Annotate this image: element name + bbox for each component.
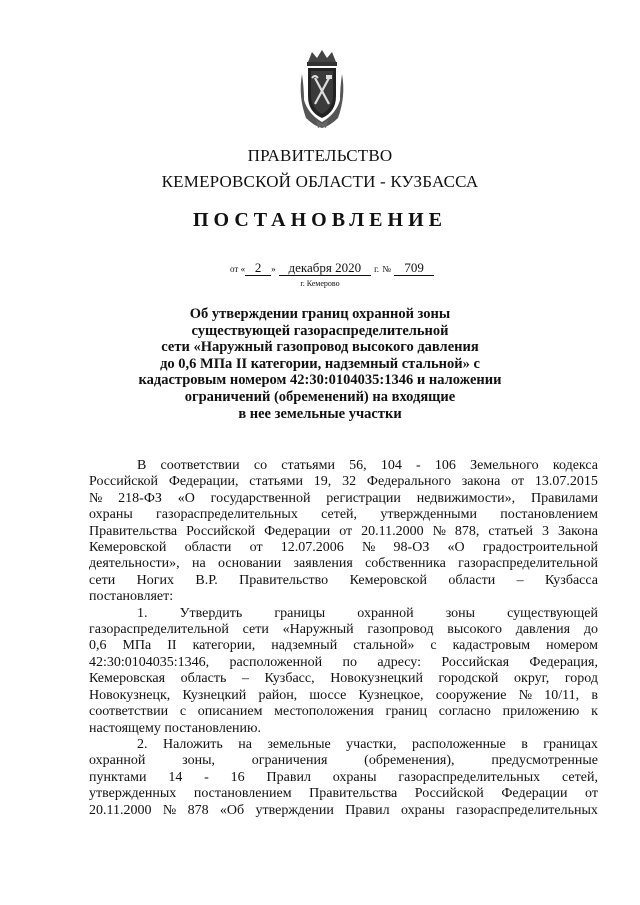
- body-word: соответствии: [160, 458, 240, 473]
- body-word: 19,: [313, 474, 332, 490]
- document-type-title: ПОСТАНОВЛЕНИЕ: [193, 209, 447, 231]
- body-word: №: [518, 687, 533, 703]
- body-line: [89, 589, 598, 605]
- body-word: статьями: [281, 458, 335, 473]
- body-word: давления: [515, 622, 571, 638]
- body-word: в: [521, 736, 528, 752]
- body-word: Федерации: [501, 786, 568, 802]
- body-word: -: [204, 769, 209, 785]
- body-word: номером: [546, 638, 598, 654]
- body-word: 20.11.2000: [89, 802, 152, 818]
- body-word: газораспределительной: [89, 622, 229, 638]
- body-word: 106: [434, 458, 456, 473]
- body-word: округ,: [514, 671, 550, 687]
- date-prefix: от «: [230, 264, 246, 274]
- heading-line: сети «Наружный газопровод высокого давления: [161, 339, 479, 356]
- body-word: «Об: [219, 802, 245, 818]
- body-word: Федерации: [264, 523, 331, 539]
- body-word: газораспределительной: [458, 556, 598, 572]
- body-line: [89, 622, 598, 638]
- body-word: Новокузнецкий: [330, 671, 423, 687]
- body-word: 14: [168, 769, 183, 785]
- body-word: Правительство: [239, 572, 329, 588]
- body-word: государственной: [210, 490, 311, 506]
- body-line: [89, 474, 598, 490]
- body-word: Земельного: [470, 458, 539, 473]
- body-word: приложению: [502, 704, 580, 720]
- body-word: охранной: [89, 753, 146, 769]
- body-word: 1.: [137, 605, 148, 621]
- body-word: Кузнецкое,: [358, 687, 424, 703]
- body-word: 0,6: [89, 638, 107, 654]
- body-word: 42:30:0104035:1346,: [89, 654, 210, 670]
- body-line: [89, 540, 598, 556]
- coat-of-arms-icon: [296, 48, 348, 130]
- body-word: Кемеровская: [89, 671, 166, 687]
- body-line: [89, 671, 598, 687]
- date-day: 2: [245, 261, 271, 276]
- body-word: газопровод: [367, 622, 434, 638]
- body-word: 98-ОЗ: [393, 540, 430, 556]
- body-word: Федерации,: [168, 474, 239, 490]
- body-word: Российская: [441, 654, 510, 670]
- body-word: сетей,: [321, 507, 358, 523]
- body-word: Правительства: [309, 786, 398, 802]
- body-word: охранной: [357, 605, 414, 621]
- body-word: «О: [447, 540, 465, 556]
- body-word: адресу:: [377, 654, 421, 670]
- heading-line: до 0,6 МПа II категории, надземный стальной» с: [160, 355, 480, 372]
- body-word: Правилами: [531, 490, 598, 506]
- body-line: [89, 556, 598, 572]
- body-word: пунктами: [89, 769, 147, 785]
- body-line: [89, 753, 598, 769]
- body-word: 3: [541, 523, 549, 539]
- body-word: «О: [177, 490, 195, 506]
- body-line: [89, 688, 598, 704]
- body-word: утвержденных: [89, 786, 177, 802]
- body-word: МПа: [122, 638, 152, 654]
- body-word: 20.11.2000: [361, 523, 424, 539]
- body-word: в: [591, 687, 598, 703]
- body-line: [89, 786, 598, 802]
- body-word: ограничения: [251, 753, 328, 769]
- body-word: области: [448, 572, 496, 588]
- body-word: В: [137, 458, 147, 473]
- body-word: Кемеровской: [349, 572, 427, 588]
- body-word: Российской: [186, 523, 256, 539]
- body-word: Утвердить: [179, 605, 243, 621]
- body-word: закона: [461, 474, 501, 490]
- body-word: №: [89, 490, 103, 506]
- body-word: границ: [385, 704, 427, 720]
- body-word: II: [167, 638, 177, 654]
- body-word: 16: [230, 769, 245, 785]
- body-word: В.Р.: [195, 572, 218, 588]
- body-word: Правил: [345, 802, 390, 818]
- body-line: [89, 638, 598, 654]
- document-body: [89, 458, 598, 819]
- body-word: земельные: [267, 736, 331, 752]
- body-word: зоны,: [182, 753, 215, 769]
- body-word: предусмотренные: [491, 753, 598, 769]
- body-word: от: [339, 523, 353, 539]
- body-word: статьей: [488, 523, 533, 539]
- body-word: местоположения: [274, 704, 374, 720]
- body-word: –: [241, 671, 249, 687]
- body-word: Кузнецкий: [182, 687, 247, 703]
- body-word: постановляет:: [89, 589, 174, 605]
- body-word: стальной»: [353, 638, 415, 654]
- body-word: категории,: [192, 638, 256, 654]
- body-word: участки,: [346, 736, 397, 752]
- body-word: высокого: [447, 622, 502, 638]
- date-g: г.: [374, 264, 380, 274]
- body-word: 12.07.2006: [280, 540, 344, 556]
- body-line: [89, 721, 598, 737]
- body-word: город: [564, 671, 598, 687]
- body-word: области: [184, 540, 232, 556]
- body-word: 218-ФЗ: [118, 490, 162, 506]
- body-word: -: [416, 458, 421, 473]
- body-word: газораспределительных: [156, 507, 298, 523]
- body-line: [89, 524, 598, 540]
- government-title-line2: КЕМЕРОВСКОЙ ОБЛАСТИ - КУЗБАССА: [161, 172, 479, 191]
- body-line: [89, 737, 598, 753]
- heading-line: в нее земельные участки: [238, 405, 402, 422]
- body-line: [89, 507, 598, 523]
- body-word: регистрации: [326, 490, 401, 506]
- body-word: недвижимости»,: [416, 490, 516, 506]
- body-word: кодекса: [552, 458, 598, 473]
- body-word: кадастровым: [452, 638, 531, 654]
- body-word: –: [516, 572, 524, 588]
- body-word: сетей,: [562, 769, 598, 785]
- body-word: охраны: [89, 507, 133, 523]
- body-word: 13.07.2015: [534, 474, 598, 490]
- body-word: 104: [380, 458, 402, 473]
- date-month-year: декабря 2020: [279, 261, 371, 276]
- date-line: [230, 260, 434, 276]
- body-word: Федерация,: [529, 654, 598, 670]
- body-word: область: [180, 671, 227, 687]
- body-word: Новокузнецк,: [89, 687, 171, 703]
- body-word: утвержденными: [380, 507, 477, 523]
- place-label: г. Кемерово: [300, 279, 340, 288]
- body-word: газораспределительных: [456, 802, 598, 818]
- heading-line: существующей газораспределительной: [191, 322, 449, 339]
- body-word: Кузбасс,: [264, 671, 315, 687]
- body-word: 10/11,: [544, 687, 580, 703]
- body-line: [89, 491, 598, 507]
- body-word: городской: [438, 671, 499, 687]
- body-word: со: [253, 458, 268, 473]
- body-word: Правительства: [89, 523, 178, 539]
- body-word: 878,: [454, 523, 480, 539]
- body-word: сооружение: [435, 687, 507, 703]
- body-word: с: [179, 704, 187, 720]
- government-title-line1: ПРАВИТЕЛЬСТВО: [247, 146, 393, 165]
- body-word: от: [511, 474, 525, 490]
- body-word: соответствии: [89, 704, 169, 720]
- body-word: постановлением: [193, 786, 292, 802]
- body-word: Наложить: [162, 736, 223, 752]
- heading-line: Об утверждении границ охранной зоны: [189, 306, 451, 322]
- body-word: район,: [258, 687, 298, 703]
- body-word: охраны: [401, 802, 445, 818]
- heading-line: ограничений (обременений) на входящие: [184, 388, 456, 405]
- body-word: газораспределительных: [398, 769, 541, 785]
- body-word: сети: [242, 622, 269, 638]
- document-heading: [60, 306, 580, 422]
- date-sep: »: [271, 264, 276, 274]
- body-word: от: [585, 786, 598, 802]
- body-word: №: [361, 540, 376, 556]
- number-label: №: [382, 264, 391, 274]
- body-word: по: [342, 654, 357, 670]
- body-word: заявления: [293, 556, 353, 572]
- body-word: (обременения),: [364, 753, 455, 769]
- body-word: описанием: [197, 704, 263, 720]
- body-word: существующей: [507, 605, 598, 621]
- heading-line: кадастровым номером 42:30:0104035:1346 и наложении: [138, 372, 502, 389]
- body-word: на: [238, 736, 252, 752]
- body-line: [89, 655, 598, 671]
- body-word: Российской: [89, 474, 158, 490]
- body-line: [89, 803, 598, 819]
- body-word: настоящему постановлению.: [89, 720, 261, 736]
- body-word: 32: [342, 474, 357, 490]
- body-word: с: [430, 638, 437, 654]
- body-line: [89, 606, 598, 622]
- body-word: 56,: [349, 458, 367, 473]
- body-word: утверждении: [255, 802, 334, 818]
- body-word: расположенные: [412, 736, 506, 752]
- body-word: шоссе: [309, 687, 347, 703]
- body-word: градостроительной: [482, 540, 598, 556]
- body-word: от: [249, 540, 263, 556]
- body-word: на: [191, 556, 206, 572]
- body-line: [89, 573, 598, 589]
- body-word: №: [432, 523, 446, 539]
- body-word: охраны: [332, 769, 377, 785]
- body-line: [89, 770, 598, 786]
- body-word: 2.: [137, 736, 148, 752]
- body-word: до: [583, 622, 598, 638]
- body-word: деятельности»,: [89, 556, 180, 572]
- body-word: надземный: [271, 638, 338, 654]
- body-word: сети: [89, 572, 116, 588]
- body-word: согласно: [438, 704, 491, 720]
- body-word: расположенной: [229, 654, 323, 670]
- body-word: 878: [187, 802, 209, 818]
- body-word: №: [162, 802, 177, 818]
- body-word: Российской: [414, 786, 484, 802]
- body-word: Правил: [266, 769, 311, 785]
- body-word: зоны: [445, 605, 476, 621]
- body-word: «Наружный: [282, 622, 354, 638]
- document-number: 709: [394, 261, 434, 276]
- body-word: границах: [543, 736, 598, 752]
- body-word: постановлением: [500, 507, 598, 523]
- body-line: [89, 458, 598, 474]
- body-word: статьями: [249, 474, 303, 490]
- body-word: к: [591, 704, 598, 720]
- body-line: [89, 704, 598, 720]
- body-word: Ногих: [136, 572, 174, 588]
- body-word: Кемеровской: [89, 540, 167, 556]
- body-word: основании: [218, 556, 282, 572]
- body-word: собственника: [365, 556, 446, 572]
- body-word: Закона: [557, 523, 598, 539]
- body-word: Федерального: [366, 474, 451, 490]
- body-word: границы: [274, 605, 326, 621]
- body-word: Кузбасса: [545, 572, 598, 588]
